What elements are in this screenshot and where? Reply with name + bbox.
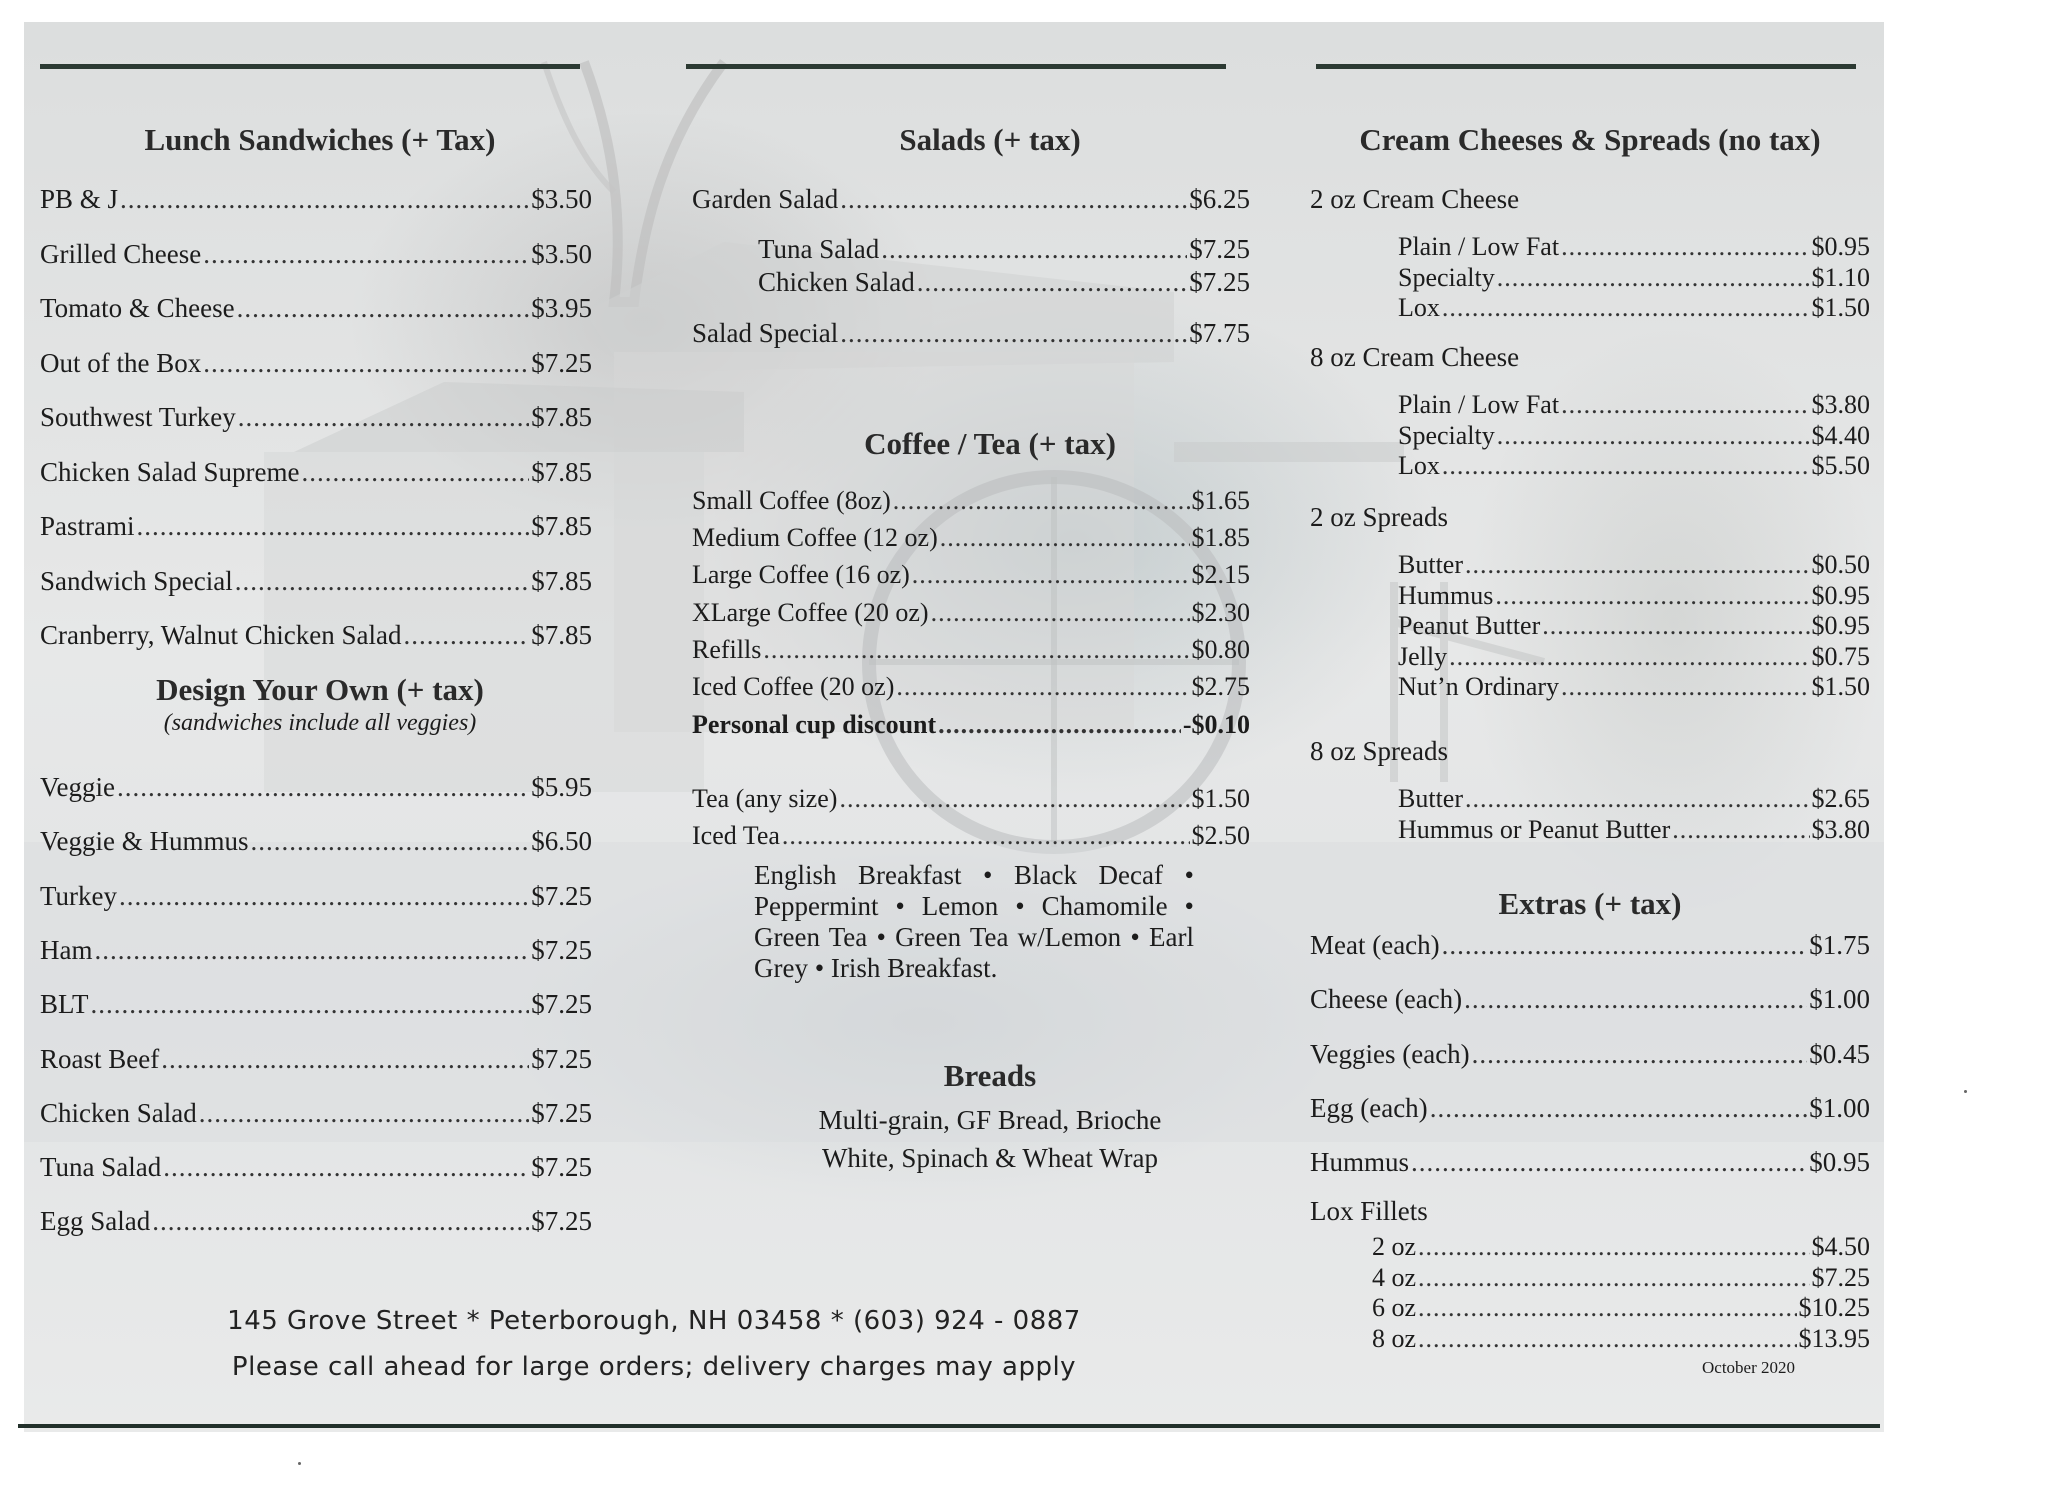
design-your-own-title: Design Your Own (+ tax) (156, 672, 484, 707)
menu-item-price: $4.50 (1811, 1232, 1870, 1261)
leader-dots (301, 457, 529, 488)
leader-dots (917, 267, 1188, 298)
leader-dots (1672, 815, 1809, 845)
menu-item-name: Veggie & Hummus (40, 826, 249, 857)
top-rule-right (1316, 64, 1856, 69)
leader-dots (1449, 642, 1809, 672)
menu-item-row (692, 184, 1250, 215)
leader-dots (1561, 672, 1809, 702)
lox-fillets-label: Lox Fillets (1310, 1196, 1428, 1226)
menu-item-name: Lox (1398, 451, 1440, 480)
leader-dots (203, 348, 529, 379)
menu-item-price: $0.95 (1811, 232, 1870, 261)
leader-dots (912, 560, 1190, 590)
menu-item-name: Out of the Box (40, 347, 202, 378)
leader-dots (120, 184, 529, 215)
menu-item-row (692, 560, 1250, 590)
leader-dots (1495, 581, 1809, 611)
cream-cheeses-title: Cream Cheeses & Spreads (no tax) (1359, 122, 1821, 157)
menu-item-name: Sandwich Special (40, 565, 233, 596)
menu-item-name: Veggies (each) (1310, 1038, 1470, 1069)
menu-item-name: 2 oz (1372, 1232, 1417, 1261)
menu-item-row (692, 523, 1250, 553)
menu-item-name: Southwest Turkey (40, 402, 236, 432)
menu-item-name: Tuna Salad (758, 234, 880, 264)
menu-item-price: $0.50 (1811, 550, 1870, 579)
menu-item-price: $1.50 (1191, 784, 1250, 813)
footer-note: Please call ahead for large orders; delivery charges may apply (231, 1352, 1077, 1382)
menu-item-row (1398, 642, 1870, 672)
menu-item-name: Large Coffee (16 oz) (692, 560, 910, 590)
leader-dots (1465, 550, 1810, 580)
menu-item-price: $5.50 (1811, 451, 1870, 480)
menu-item-row (1398, 451, 1870, 481)
menu-item-price: $7.25 (1189, 267, 1250, 297)
menu-item-name: Medium Coffee (12 oz) (692, 523, 938, 553)
leader-dots (881, 234, 1187, 265)
leader-dots (1465, 784, 1810, 814)
menu-item-name: Iced Tea (692, 821, 780, 850)
leader-dots (940, 523, 1190, 553)
menu-item-price: $7.25 (531, 934, 592, 965)
menu-item-name: Plain / Low Fat (1398, 232, 1560, 261)
menu-item-row (1372, 1232, 1870, 1262)
leader-dots (94, 935, 529, 966)
menu-item-price: $6.50 (531, 826, 592, 857)
menu-item-price: $2.50 (1191, 821, 1250, 850)
menu-item-row (692, 598, 1250, 628)
menu-item-price: $3.95 (531, 293, 592, 323)
menu-item-name: Plain / Low Fat (1398, 390, 1560, 419)
breads-line-2: White, Spinach & Wheat Wrap (821, 1143, 1159, 1173)
menu-item-row (692, 821, 1250, 851)
menu-item-name: Veggie (40, 772, 115, 802)
menu-item-name: Personal cup discount (692, 710, 937, 739)
leader-dots (1430, 1093, 1808, 1124)
menu-item-row (40, 511, 592, 542)
menu-item-price: $1.75 (1809, 930, 1870, 960)
leader-dots (1442, 451, 1810, 481)
leader-dots (199, 1098, 530, 1129)
menu-item-name: BLT (40, 989, 89, 1020)
menu-item-price: $7.25 (531, 1043, 592, 1074)
menu-item-row (692, 635, 1250, 665)
menu-item-price: $7.85 (531, 620, 592, 650)
leader-dots (152, 1206, 529, 1237)
menu-item-price: $7.25 (531, 1152, 592, 1183)
menu-item-price: $1.10 (1811, 262, 1870, 292)
spread-group-label: 8 oz Cream Cheese (1310, 342, 1520, 372)
menu-item-name: Hummus or Peanut Butter (1398, 814, 1671, 844)
menu-item-name: Chicken Salad Supreme (40, 456, 300, 487)
menu-item-price: $1.85 (1191, 523, 1250, 553)
menu-item-price: $2.15 (1191, 560, 1250, 590)
leader-dots (840, 318, 1187, 349)
menu-item-price: $13.95 (1798, 1323, 1870, 1353)
leader-dots (235, 566, 530, 597)
leader-dots (1442, 293, 1810, 323)
menu-item-price: $0.45 (1809, 1038, 1870, 1069)
leader-dots (238, 402, 529, 433)
menu-item-row (40, 1098, 592, 1129)
menu-item-row (1398, 263, 1870, 293)
menu-item-price: $1.00 (1809, 1092, 1870, 1123)
menu-item-row (40, 348, 592, 379)
spread-group-label: 2 oz Cream Cheese (1310, 184, 1520, 214)
menu-item-name: Cranberry, Walnut Chicken Salad (40, 620, 402, 650)
leader-dots (163, 1152, 529, 1183)
menu-item-name: Chicken Salad (40, 1097, 197, 1128)
leader-dots (91, 989, 530, 1020)
menu-item-row (758, 267, 1250, 298)
menu-item-price: $7.85 (531, 565, 592, 596)
leader-dots (403, 620, 529, 651)
menu-item-price: $10.25 (1798, 1293, 1870, 1322)
menu-item-price: $3.50 (531, 238, 592, 269)
menu-item-price: $3.50 (531, 184, 592, 214)
menu-item-row (692, 710, 1250, 740)
menu-item-row (40, 457, 592, 488)
menu-item-price: $2.65 (1811, 784, 1870, 813)
menu-item-name: 4 oz (1372, 1262, 1417, 1292)
menu-item-row (40, 1206, 592, 1237)
menu-item-name: Chicken Salad (758, 267, 915, 297)
leader-dots (137, 511, 530, 542)
menu-item-name: Turkey (40, 880, 118, 911)
menu-item-row (1310, 984, 1870, 1015)
menu-item-name: Meat (each) (1310, 930, 1440, 960)
menu-item-name: Pastrami (40, 511, 135, 541)
menu-item-row (40, 826, 592, 857)
menu-item-name: Butter (1398, 784, 1463, 813)
extras-title: Extras (+ tax) (1498, 886, 1682, 921)
leader-dots (251, 826, 530, 857)
menu-item-row (692, 784, 1250, 814)
menu-item-row (1372, 1293, 1870, 1323)
menu-item-price: $7.25 (531, 1206, 592, 1237)
menu-item-row (1398, 672, 1870, 702)
scan-speck (298, 1462, 301, 1465)
menu-item-price: $7.85 (531, 511, 592, 541)
menu-item-row (692, 486, 1250, 516)
menu-item-row (40, 402, 592, 433)
leader-dots (1497, 421, 1810, 451)
menu-item-row (40, 772, 592, 803)
leader-dots (1418, 1232, 1809, 1262)
menu-item-price: $7.85 (531, 456, 592, 487)
bottom-rule (18, 1424, 1880, 1428)
menu-item-row (758, 234, 1250, 265)
menu-item-row (40, 239, 592, 270)
leader-dots (117, 772, 529, 803)
menu-item-price: $1.50 (1811, 293, 1870, 322)
leader-dots (1497, 263, 1810, 293)
menu-item-row (692, 672, 1250, 702)
menu-item-price: $2.75 (1191, 672, 1250, 701)
menu-page (24, 22, 1884, 1432)
leader-dots (931, 598, 1190, 628)
salads-title: Salads (+ tax) (899, 122, 1081, 157)
menu-item-price: $1.65 (1191, 486, 1250, 515)
menu-item-price: $7.25 (531, 347, 592, 378)
leader-dots (1418, 1324, 1796, 1354)
spread-group-label: 8 oz Spreads (1310, 736, 1448, 766)
menu-item-row (1310, 1039, 1870, 1070)
menu-item-name: Garden Salad (692, 184, 839, 214)
menu-item-price: $0.95 (1809, 1147, 1870, 1178)
coffee-tea-title: Coffee / Tea (+ tax) (864, 426, 1116, 461)
menu-item-name: Grilled Cheese (40, 238, 202, 269)
leader-dots (1464, 984, 1807, 1015)
menu-item-price: $7.25 (531, 989, 592, 1020)
leader-dots (896, 672, 1189, 702)
menu-item-name: Iced Coffee (20 oz) (692, 672, 895, 701)
leader-dots (1418, 1293, 1796, 1323)
leader-dots (1561, 390, 1809, 420)
menu-date: October 2020 (1702, 1358, 1796, 1377)
menu-item-price: $0.95 (1811, 580, 1870, 610)
leader-dots (782, 821, 1190, 851)
menu-item-name: XLarge Coffee (20 oz) (692, 597, 929, 627)
footer-address: 145 Grove Street * Peterborough, NH 03458 * (603) 924 - 0887 (227, 1306, 1081, 1336)
menu-item-price: -$0.10 (1182, 710, 1250, 739)
leader-dots (839, 784, 1189, 814)
menu-item-name: Small Coffee (8oz) (692, 486, 891, 515)
menu-item-price: $7.25 (1811, 1262, 1870, 1292)
design-your-own-subtitle: (sandwiches include all veggies) (163, 710, 477, 736)
scan-speck (1964, 1090, 1967, 1093)
menu-item-price: $3.80 (1811, 814, 1870, 844)
leader-dots (1418, 1263, 1809, 1293)
leader-dots (203, 239, 529, 270)
menu-item-price: $7.75 (1189, 318, 1250, 348)
menu-item-name: Specialty (1398, 420, 1495, 450)
tea-varieties: English Breakfast • Black Decaf • Peppermint • Lemon • Chamomile • Green Tea • Green Tea w/Lemon • Earl Grey • Irish Breakfast. (754, 860, 1194, 983)
menu-item-name: Tuna Salad (40, 1152, 162, 1183)
menu-item-row (40, 881, 592, 912)
menu-item-row (40, 1044, 592, 1075)
menu-item-name: Cheese (each) (1310, 984, 1463, 1015)
menu-item-name: Butter (1398, 550, 1463, 579)
menu-item-name: Egg Salad (40, 1206, 151, 1237)
menu-item-price: $5.95 (531, 772, 592, 802)
menu-item-row (1310, 930, 1870, 961)
menu-item-name: Salad Special (692, 318, 839, 348)
menu-item-price: $1.50 (1811, 672, 1870, 701)
menu-item-price: $0.75 (1811, 641, 1870, 671)
menu-item-name: 6 oz (1372, 1293, 1417, 1322)
menu-item-row (1398, 232, 1870, 262)
menu-item-name: Tea (any size) (692, 784, 838, 813)
menu-item-row (692, 318, 1250, 349)
menu-item-row (1398, 293, 1870, 323)
menu-item-name: Ham (40, 934, 93, 965)
menu-item-name: PB & J (40, 184, 119, 214)
menu-item-price: $0.80 (1191, 634, 1250, 664)
leader-dots (893, 486, 1190, 516)
breads-line-1: Multi-grain, GF Bread, Brioche (818, 1105, 1162, 1135)
menu-item-name: Peanut Butter (1398, 611, 1541, 640)
menu-item-row (40, 989, 592, 1020)
leader-dots (840, 184, 1187, 215)
menu-item-row (1398, 390, 1870, 420)
menu-item-name: Specialty (1398, 262, 1495, 292)
menu-item-price: $7.25 (531, 1097, 592, 1128)
menu-item-price: $2.30 (1191, 597, 1250, 627)
menu-item-name: Hummus (1398, 580, 1494, 610)
menu-item-row (1310, 1093, 1870, 1124)
leader-dots (161, 1044, 529, 1075)
menu-item-row (40, 935, 592, 966)
menu-item-name: Egg (each) (1310, 1092, 1428, 1123)
menu-item-row (40, 293, 592, 324)
leader-dots (1411, 1147, 1807, 1178)
menu-item-price: $0.95 (1811, 611, 1870, 640)
leader-dots (1472, 1039, 1808, 1070)
leader-dots (237, 293, 530, 324)
menu-item-row (40, 620, 592, 651)
menu-item-row (40, 566, 592, 597)
top-rule-left (40, 64, 580, 69)
leader-dots (1442, 930, 1808, 961)
leader-dots (1561, 232, 1809, 262)
menu-item-price: $3.80 (1811, 390, 1870, 419)
menu-item-row (1310, 1147, 1870, 1178)
leader-dots (1542, 611, 1809, 641)
menu-item-row (1372, 1324, 1870, 1354)
menu-item-price: $4.40 (1811, 420, 1870, 450)
menu-item-row (1398, 784, 1870, 814)
lunch-sandwiches-title: Lunch Sandwiches (+ Tax) (144, 122, 496, 157)
menu-item-row (1398, 581, 1870, 611)
leader-dots (119, 881, 529, 912)
menu-item-row (1398, 421, 1870, 451)
menu-item-price: $7.25 (531, 880, 592, 911)
menu-item-row (1372, 1263, 1870, 1293)
menu-item-name: Tomato & Cheese (40, 293, 235, 323)
spread-group-label: 2 oz Spreads (1310, 502, 1448, 532)
menu-item-row (1398, 611, 1870, 641)
menu-item-price: $7.25 (1189, 234, 1250, 264)
menu-item-name: Refills (692, 634, 762, 664)
menu-item-name: Roast Beef (40, 1043, 160, 1074)
leader-dots (763, 635, 1189, 665)
menu-item-name: Jelly (1398, 641, 1448, 671)
leader-dots (938, 710, 1181, 740)
menu-item-row (1398, 550, 1870, 580)
menu-item-row (40, 1152, 592, 1183)
menu-item-price: $7.85 (531, 402, 592, 432)
menu-item-name: Lox (1398, 293, 1440, 322)
menu-item-price: $1.00 (1809, 984, 1870, 1015)
menu-item-name: Nut’n Ordinary (1398, 672, 1560, 701)
menu-item-row (40, 184, 592, 215)
breads-title: Breads (943, 1058, 1037, 1093)
menu-item-row (1398, 815, 1870, 845)
menu-item-price: $6.25 (1189, 184, 1250, 214)
top-rule-center (686, 64, 1226, 69)
menu-item-name: 8 oz (1372, 1323, 1417, 1353)
menu-item-name: Hummus (1310, 1147, 1410, 1178)
